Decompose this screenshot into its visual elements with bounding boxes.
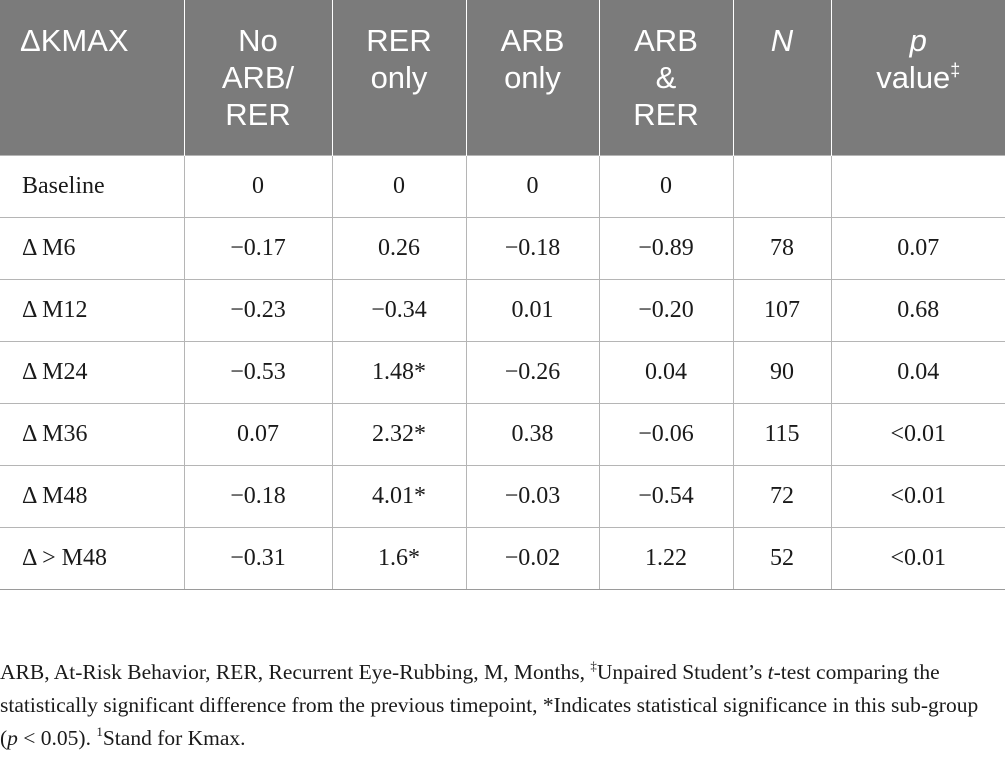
table-cell: 0.07 bbox=[831, 217, 1005, 279]
table-cell: −0.20 bbox=[599, 279, 733, 341]
row-label: Δ M48 bbox=[0, 465, 184, 527]
table-cell: 1.48* bbox=[332, 341, 466, 403]
header-no-arb-rer bbox=[184, 0, 332, 155]
header-n bbox=[733, 0, 831, 155]
table-cell: 0.04 bbox=[831, 341, 1005, 403]
table-cell: 4.01* bbox=[332, 465, 466, 527]
header-p-value bbox=[831, 0, 1005, 155]
header-line: & bbox=[655, 60, 677, 95]
table-cell: 0 bbox=[466, 155, 599, 217]
table-row bbox=[0, 465, 1005, 527]
footnote-t: t bbox=[767, 660, 774, 684]
row-label: Baseline bbox=[0, 155, 184, 217]
table-cell: −0.31 bbox=[184, 527, 332, 589]
table-body bbox=[0, 155, 1005, 589]
table-cell: 107 bbox=[733, 279, 831, 341]
table-cell: 0.68 bbox=[831, 279, 1005, 341]
header-line: ΔKMAX bbox=[20, 23, 129, 58]
table-cell: 90 bbox=[733, 341, 831, 403]
row-label: Δ M36 bbox=[0, 403, 184, 465]
row-label: Δ M12 bbox=[0, 279, 184, 341]
table-cell: 0.07 bbox=[184, 403, 332, 465]
double-dagger-mark: ‡ bbox=[950, 60, 961, 80]
header-arb-and-rer bbox=[599, 0, 733, 155]
header-line: RER bbox=[366, 23, 432, 58]
header-line: p bbox=[909, 23, 927, 58]
footnote-p: p bbox=[7, 726, 18, 750]
footnote-superscript-one: 1 bbox=[96, 724, 103, 739]
table-cell: 0.38 bbox=[466, 403, 599, 465]
table-cell bbox=[831, 155, 1005, 217]
table-cell: 0.26 bbox=[332, 217, 466, 279]
header-line: ARB bbox=[500, 23, 565, 58]
header-line: ARB/ bbox=[221, 60, 295, 95]
table-cell: 0.04 bbox=[599, 341, 733, 403]
header-line: RER bbox=[633, 97, 699, 132]
table-row bbox=[0, 217, 1005, 279]
header-line: N bbox=[770, 23, 794, 58]
table-cell: −0.18 bbox=[466, 217, 599, 279]
footnote-text: ARB, At-Risk Behavior, RER, Recurrent Eye-Rubbing, M, Months, bbox=[0, 660, 591, 684]
table-row bbox=[0, 527, 1005, 589]
header-line: No bbox=[238, 23, 278, 58]
table-cell: 0 bbox=[184, 155, 332, 217]
footnote-text: Stand for Kmax. bbox=[102, 726, 246, 750]
footnote-text: < 0.05). bbox=[17, 726, 97, 750]
footnote-dagger: ‡ bbox=[590, 658, 597, 673]
row-label: Δ M6 bbox=[0, 217, 184, 279]
row-label: Δ > M48 bbox=[0, 527, 184, 589]
header-delta-kmax bbox=[0, 0, 184, 155]
header-rer-only bbox=[332, 0, 466, 155]
header-line: only bbox=[370, 60, 428, 95]
table-row bbox=[0, 155, 1005, 217]
table-cell: 0 bbox=[332, 155, 466, 217]
table-cell: 72 bbox=[733, 465, 831, 527]
footnote-text: -test comparing the statistically significant difference from the previous timepoint, *Indicates statistical significance in this sub-group ( bbox=[0, 660, 979, 750]
table-cell: 1.6* bbox=[332, 527, 466, 589]
header-line: RER bbox=[225, 97, 291, 132]
table-cell: <0.01 bbox=[831, 465, 1005, 527]
table-row bbox=[0, 403, 1005, 465]
table-cell: −0.23 bbox=[184, 279, 332, 341]
table-cell: −0.26 bbox=[466, 341, 599, 403]
table-cell: −0.53 bbox=[184, 341, 332, 403]
table-cell: −0.54 bbox=[599, 465, 733, 527]
table-cell: <0.01 bbox=[831, 527, 1005, 589]
header-arb-only bbox=[466, 0, 599, 155]
table-cell: 0 bbox=[599, 155, 733, 217]
table-cell: 2.32* bbox=[332, 403, 466, 465]
table-cell: −0.34 bbox=[332, 279, 466, 341]
table-cell: 52 bbox=[733, 527, 831, 589]
table-cell: −0.18 bbox=[184, 465, 332, 527]
table-cell: −0.03 bbox=[466, 465, 599, 527]
header-line: only bbox=[504, 60, 561, 95]
table-row bbox=[0, 341, 1005, 403]
table-footnote bbox=[0, 656, 1000, 755]
table-cell: −0.17 bbox=[184, 217, 332, 279]
row-label: Δ M24 bbox=[0, 341, 184, 403]
table-cell: 78 bbox=[733, 217, 831, 279]
header-line-text: value bbox=[876, 60, 951, 95]
table-cell: 0.01 bbox=[466, 279, 599, 341]
table-cell: −0.06 bbox=[599, 403, 733, 465]
table-cell: −0.89 bbox=[599, 217, 733, 279]
header-line bbox=[842, 59, 996, 96]
table-cell bbox=[733, 155, 831, 217]
table-row bbox=[0, 279, 1005, 341]
table-cell: 1.22 bbox=[599, 527, 733, 589]
table-cell: 115 bbox=[733, 403, 831, 465]
footnote-text: Unpaired Student’s bbox=[596, 660, 768, 684]
table-cell: <0.01 bbox=[831, 403, 1005, 465]
header-row bbox=[0, 0, 1005, 155]
header-line: ARB bbox=[634, 23, 698, 58]
table-cell: −0.02 bbox=[466, 527, 599, 589]
